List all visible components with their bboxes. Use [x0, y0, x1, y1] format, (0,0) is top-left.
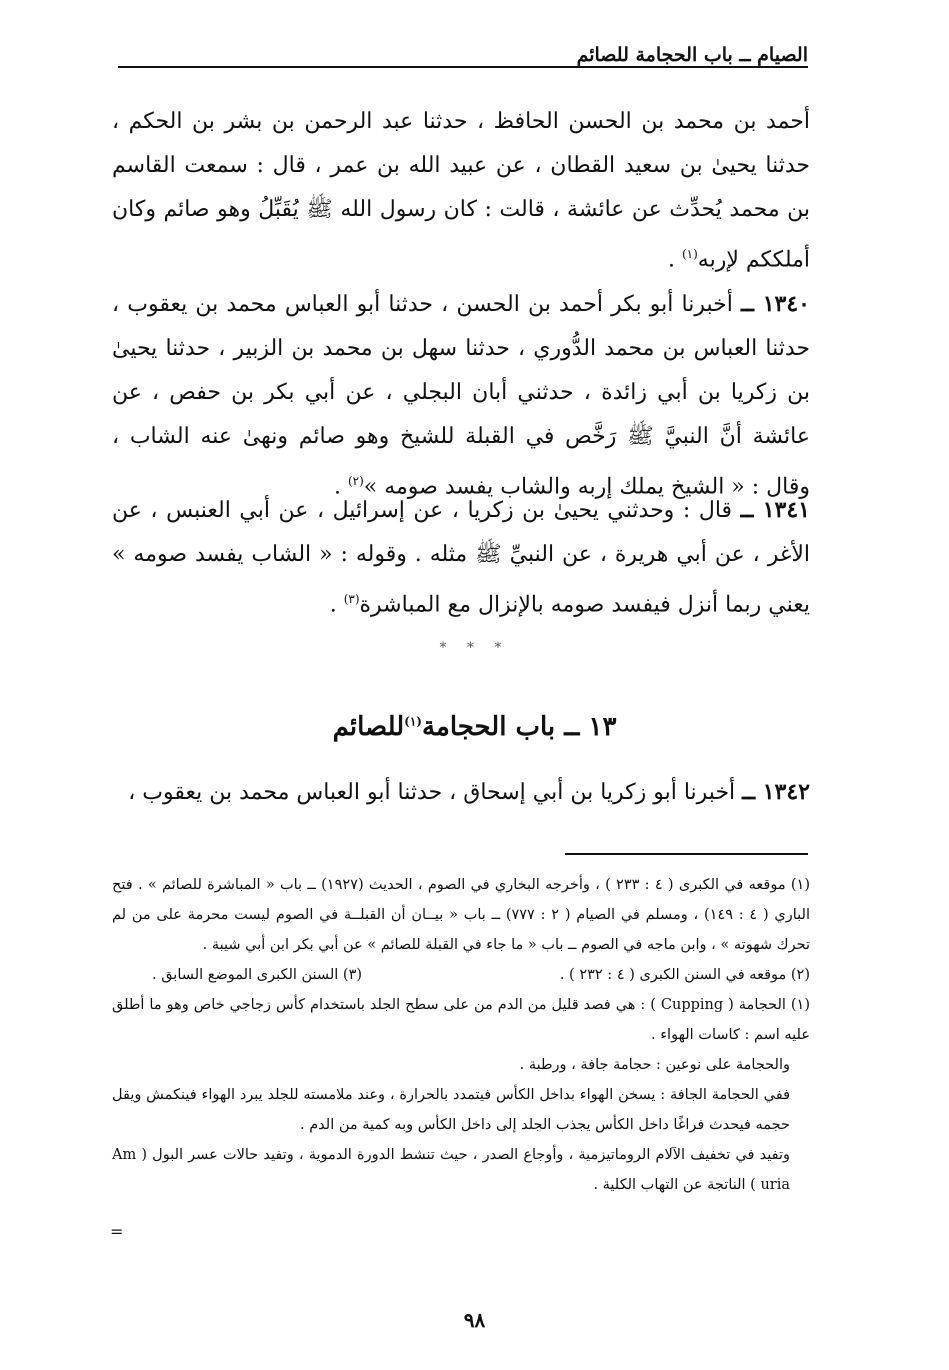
- paragraph-continued: أحمد بن محمد بن الحسن الحافظ ، حدثنا عبد الرحمن بن بشر بن الحكم ، حدثنا يحيىٰ بن سعيد القطان ، عن عبيد الله بن عمر ، قال : سمعت القاسم بن محمد يُحدِّث عن عائشة ، قالت : كان رسول الله ﷺ يُقَبِّلُ وهو صائم وكان أملككم لإربه$^{(١)}$ .: [112, 109, 810, 273]
- paragraph-text: قال : وحدثني يحيىٰ بن زكريا ، عن إسرائيل ، عن أبي العنبس ، عن الأغر ، عن أبي هريرة ، عن النبيِّ ﷺ مثله . وقوله : « الشاب يفسد صومه » يعني ربما أنزل فيفسد صومه بالإنزال مع المباشرة: [112, 498, 810, 618]
- footnotes: [112, 870, 810, 1200]
- paragraph-text: أحمد بن محمد بن الحسن الحافظ ، حدثنا عبد الرحمن بن بشر بن الحكم ، حدثنا يحيىٰ بن سعيد القطان ، عن عبيد الله بن عمر ، قال : سمعت القاسم بن محمد يُحدِّث عن عائشة ، قالت : كان رسول الله ﷺ يُقَبِّلُ وهو صائم وكان أملككم لإربه: [112, 109, 810, 273]
- hadith-number: ١٣٤٢ ــ: [742, 779, 810, 805]
- paragraph-text: أخبرنا أبو بكر أحمد بن الحسن ، حدثنا أبو العباس محمد بن يعقوب ، حدثنا العباس بن محمد الدُّوري ، حدثنا سهل بن محمد بن الزبير ، حدثنا يحيىٰ بن زكريا بن أبي زائدة ، حدثني أبان البجلي ، عن أبي بكر بن حفص ، عن عائشة أنَّ النبيَّ ﷺ رَخَّص في القبلة للشيخ وهو صائم ونهىٰ عنه الشاب ، وقال : « الشيخ يملك إربه والشاب يفسد صومه »: [112, 292, 810, 500]
- footnote-ref: (٢): [347, 474, 364, 488]
- footnote-ref: (١): [681, 247, 698, 261]
- footnote-pair: [112, 960, 810, 990]
- footnote: (٢) موقعه في السنن الكبرى ( ٤ : ٢٣٢ ) .: [559, 967, 810, 983]
- running-header: [118, 44, 808, 76]
- footnote: وتفيد في تخفيف الآلام الروماتيزمية ، وأوجاع الصدر ، حيث تنشط الدورة الدموية ، وتفيد حالات عسر البول ( Am uria ) الناتجة عن التهاب الكلية .: [112, 1147, 790, 1193]
- footnote-ref: (٣): [343, 592, 360, 606]
- hadith-number: ١٣٤١ ــ: [740, 497, 810, 523]
- footnote-ref: (١): [404, 714, 422, 729]
- chapter-heading: ١٣ ــ باب الحجامة$^{(١)}$للصائم: [332, 712, 617, 742]
- footnote: (٣) السنن الكبرى الموضع السابق .: [152, 967, 363, 983]
- footnote: والحجامة على نوعين : حجامة جافة ، ورطبة .: [519, 1057, 790, 1073]
- header-rule: [118, 66, 808, 68]
- footnote: (١) الحجامة ( Cupping ) : هي فصد قليل من الدم من على سطح الجلد باستخدام كأس زجاجي خاص وهو ما أطلق عليه اسم : كاسات الهواء .: [112, 997, 810, 1043]
- hadith-1342: [112, 770, 810, 815]
- hadith-number: ١٣٤٠ ــ: [741, 291, 810, 317]
- hadith-1340: ١٣٤٠ ــ أخبرنا أبو بكر أحمد بن الحسن ، حدثنا أبو العباس محمد بن يعقوب ، حدثنا العباس بن محمد الدُّوري ، حدثنا سهل بن محمد بن الزبير ، حدثنا يحيىٰ بن زكريا بن أبي زائدة ، حدثني أبان البجلي ، عن أبي بكر بن حفص ، عن عائشة أنَّ النبيَّ ﷺ رَخَّص في القبلة للشيخ وهو صائم ونهىٰ عنه الشاب ، وقال : « الشيخ يملك إربه والشاب يفسد صومه »$^{(٢)}$ .: [112, 291, 810, 500]
- header-title: الصيام ــ باب الحجامة للصائم: [567, 44, 808, 66]
- page-number: ٩٨: [463, 1308, 486, 1332]
- hadith-1341: ١٣٤١ ــ قال : وحدثني يحيىٰ بن زكريا ، عن إسرائيل ، عن أبي العنبس ، عن الأغر ، عن أبي هريرة ، عن النبيِّ ﷺ مثله . وقوله : « الشاب يفسد صومه » يعني ربما أنزل فيفسد صومه بالإنزال مع المباشرة$^{(٣)}$ .: [112, 497, 810, 618]
- footnote: (١) موقعه في الكبرى ( ٤ : ٢٣٣ ) ، وأخرجه البخاري في الصوم ، الحديث (١٩٢٧) ــ باب « المباشرة للصائم » . فتح الباري ( ٤ : ١٤٩) ، ومسلم في الصيام ( ٢ : ٧٧٧) ــ باب « بيــان أن القبلــة في الصوم ليست محرمة على من لم تحرك شهوته » ، وابن ماجه في الصوم ــ باب « ما جاء في القبلة للصائم » عن أبي بكر ابن أبي شيبة .: [112, 877, 810, 953]
- paragraph-text: أخبرنا أبو زكريا بن أبي إسحاق ، حدثنا أبو العباس محمد بن يعقوب ،: [128, 780, 736, 805]
- section-separator: * * *: [439, 640, 510, 656]
- footnote: ففي الحجامة الجافة : يسخن الهواء بداخل الكأس فيتمدد بالحرارة ، وعند ملامسته للجلد يبرد الهواء فينكمش ويقل حجمه فيحدث فراغًا داخل الكأس يجذب الجلد إلى داخل الكأس وبه كمية من الدم .: [112, 1087, 790, 1133]
- footnote-rule: [565, 853, 808, 855]
- continuation-mark: =: [110, 1222, 124, 1241]
